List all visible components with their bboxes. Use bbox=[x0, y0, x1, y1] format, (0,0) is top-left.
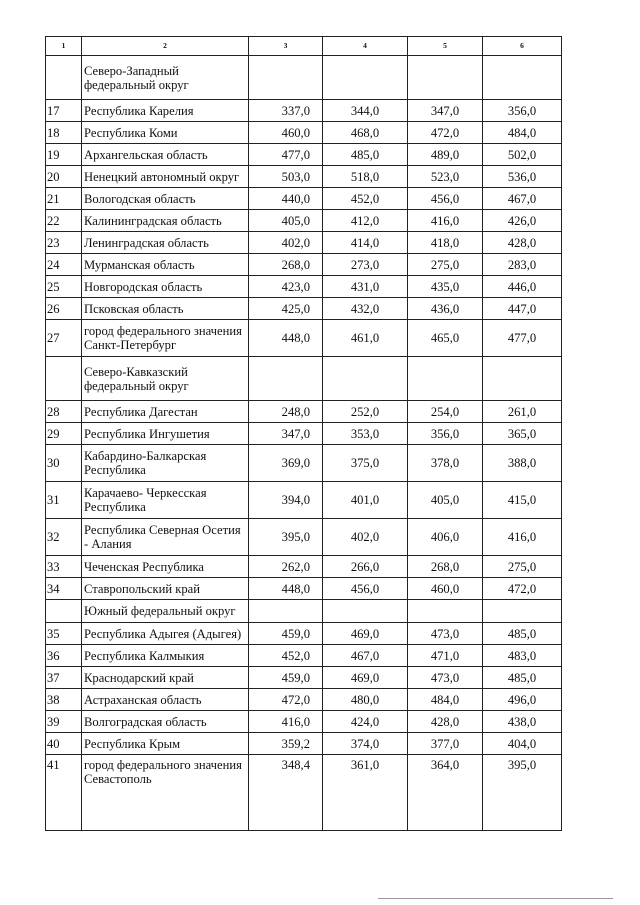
value-cell bbox=[323, 600, 408, 623]
row-number-cell: 22 bbox=[46, 210, 82, 232]
table-body bbox=[46, 37, 562, 831]
value-cell: 467,0 bbox=[483, 188, 562, 210]
table-row bbox=[46, 401, 562, 423]
value-cell: 438,0 bbox=[483, 711, 562, 733]
region-name-cell: Калининградская область bbox=[82, 210, 249, 232]
row-number-cell: 24 bbox=[46, 254, 82, 276]
value-cell: 460,0 bbox=[408, 578, 483, 600]
value-cell: 395,0 bbox=[483, 755, 562, 831]
value-cell bbox=[323, 56, 408, 100]
value-cell: 435,0 bbox=[408, 276, 483, 298]
value-cell: 416,0 bbox=[249, 711, 323, 733]
value-cell: 268,0 bbox=[249, 254, 323, 276]
value-cell: 485,0 bbox=[483, 623, 562, 645]
value-cell: 477,0 bbox=[483, 320, 562, 357]
row-number-cell: 19 bbox=[46, 144, 82, 166]
value-cell: 469,0 bbox=[323, 623, 408, 645]
value-cell: 428,0 bbox=[483, 232, 562, 254]
value-cell: 275,0 bbox=[408, 254, 483, 276]
row-number-cell: 30 bbox=[46, 445, 82, 482]
value-cell: 496,0 bbox=[483, 689, 562, 711]
row-number-cell: 34 bbox=[46, 578, 82, 600]
value-cell: 461,0 bbox=[323, 320, 408, 357]
value-cell: 261,0 bbox=[483, 401, 562, 423]
value-cell: 477,0 bbox=[249, 144, 323, 166]
region-name-cell: Астраханская область bbox=[82, 689, 249, 711]
value-cell: 456,0 bbox=[323, 578, 408, 600]
value-cell: 275,0 bbox=[483, 556, 562, 578]
row-number-cell: 28 bbox=[46, 401, 82, 423]
value-cell bbox=[408, 357, 483, 401]
value-cell: 418,0 bbox=[408, 232, 483, 254]
value-cell bbox=[483, 600, 562, 623]
value-cell bbox=[408, 56, 483, 100]
value-cell: 365,0 bbox=[483, 423, 562, 445]
value-cell: 405,0 bbox=[249, 210, 323, 232]
value-cell: 502,0 bbox=[483, 144, 562, 166]
value-cell: 460,0 bbox=[249, 122, 323, 144]
value-cell: 447,0 bbox=[483, 298, 562, 320]
region-name-cell: Ненецкий автономный округ bbox=[82, 166, 249, 188]
value-cell: 473,0 bbox=[408, 667, 483, 689]
value-cell: 452,0 bbox=[323, 188, 408, 210]
value-cell: 348,4 bbox=[249, 755, 323, 831]
value-cell: 395,0 bbox=[249, 519, 323, 556]
value-cell: 266,0 bbox=[323, 556, 408, 578]
value-cell bbox=[323, 357, 408, 401]
value-cell: 469,0 bbox=[323, 667, 408, 689]
value-cell: 446,0 bbox=[483, 276, 562, 298]
value-cell: 489,0 bbox=[408, 144, 483, 166]
value-cell: 375,0 bbox=[323, 445, 408, 482]
region-name-cell: Вологодская область bbox=[82, 188, 249, 210]
value-cell: 283,0 bbox=[483, 254, 562, 276]
section-title: Северо-Западный федеральный округ bbox=[82, 56, 249, 100]
value-cell: 344,0 bbox=[323, 100, 408, 122]
region-name-cell: Новгородская область bbox=[82, 276, 249, 298]
table-row bbox=[46, 320, 562, 357]
table-row bbox=[46, 623, 562, 645]
value-cell: 484,0 bbox=[408, 689, 483, 711]
value-cell: 364,0 bbox=[408, 755, 483, 831]
value-cell: 536,0 bbox=[483, 166, 562, 188]
region-name-cell: город федерального значения Севастополь bbox=[82, 755, 249, 831]
value-cell: 347,0 bbox=[408, 100, 483, 122]
header-cell: 1 bbox=[46, 37, 82, 56]
value-cell: 414,0 bbox=[323, 232, 408, 254]
value-cell: 359,2 bbox=[249, 733, 323, 755]
value-cell: 431,0 bbox=[323, 276, 408, 298]
value-cell: 248,0 bbox=[249, 401, 323, 423]
row-number-cell bbox=[46, 600, 82, 623]
row-number-cell bbox=[46, 56, 82, 100]
data-table bbox=[45, 36, 562, 831]
table-row bbox=[46, 144, 562, 166]
value-cell: 388,0 bbox=[483, 445, 562, 482]
header-cell: 5 bbox=[408, 37, 483, 56]
region-name-cell: Карачаево- Черкесская Республика bbox=[82, 482, 249, 519]
value-cell: 452,0 bbox=[249, 645, 323, 667]
value-cell bbox=[483, 357, 562, 401]
section-row bbox=[46, 357, 562, 401]
value-cell: 416,0 bbox=[483, 519, 562, 556]
row-number-cell: 37 bbox=[46, 667, 82, 689]
value-cell: 503,0 bbox=[249, 166, 323, 188]
region-name-cell: Республика Калмыкия bbox=[82, 645, 249, 667]
value-cell: 254,0 bbox=[408, 401, 483, 423]
value-cell: 523,0 bbox=[408, 166, 483, 188]
section-row bbox=[46, 600, 562, 623]
region-name-cell: Республика Коми bbox=[82, 122, 249, 144]
table-row bbox=[46, 166, 562, 188]
value-cell bbox=[483, 56, 562, 100]
row-number-cell: 21 bbox=[46, 188, 82, 210]
value-cell: 485,0 bbox=[323, 144, 408, 166]
table-row bbox=[46, 188, 562, 210]
region-name-cell: Ленинградская область bbox=[82, 232, 249, 254]
value-cell: 415,0 bbox=[483, 482, 562, 519]
value-cell: 405,0 bbox=[408, 482, 483, 519]
table-row bbox=[46, 232, 562, 254]
value-cell: 468,0 bbox=[323, 122, 408, 144]
section-row bbox=[46, 56, 562, 100]
table-row bbox=[46, 711, 562, 733]
value-cell: 374,0 bbox=[323, 733, 408, 755]
table-row bbox=[46, 645, 562, 667]
row-number-cell bbox=[46, 357, 82, 401]
page-edge-line bbox=[378, 898, 613, 899]
table-row bbox=[46, 254, 562, 276]
value-cell: 440,0 bbox=[249, 188, 323, 210]
row-number-cell: 29 bbox=[46, 423, 82, 445]
value-cell: 425,0 bbox=[249, 298, 323, 320]
header-cell: 4 bbox=[323, 37, 408, 56]
region-name-cell: Республика Северная Осетия - Алания bbox=[82, 519, 249, 556]
region-name-cell: Псковская область bbox=[82, 298, 249, 320]
value-cell: 404,0 bbox=[483, 733, 562, 755]
value-cell: 456,0 bbox=[408, 188, 483, 210]
value-cell: 252,0 bbox=[323, 401, 408, 423]
value-cell: 428,0 bbox=[408, 711, 483, 733]
value-cell: 471,0 bbox=[408, 645, 483, 667]
value-cell: 423,0 bbox=[249, 276, 323, 298]
header-cell: 6 bbox=[483, 37, 562, 56]
value-cell: 426,0 bbox=[483, 210, 562, 232]
value-cell: 401,0 bbox=[323, 482, 408, 519]
table-row bbox=[46, 733, 562, 755]
value-cell: 402,0 bbox=[323, 519, 408, 556]
region-name-cell: город федерального значения Санкт-Петербург bbox=[82, 320, 249, 357]
region-name-cell: Ставропольский край bbox=[82, 578, 249, 600]
region-name-cell: Республика Крым bbox=[82, 733, 249, 755]
value-cell: 459,0 bbox=[249, 667, 323, 689]
value-cell bbox=[249, 357, 323, 401]
value-cell: 483,0 bbox=[483, 645, 562, 667]
value-cell: 369,0 bbox=[249, 445, 323, 482]
table-row bbox=[46, 755, 562, 831]
value-cell: 402,0 bbox=[249, 232, 323, 254]
header-cell: 2 bbox=[82, 37, 249, 56]
row-number-cell: 26 bbox=[46, 298, 82, 320]
region-name-cell: Республика Карелия bbox=[82, 100, 249, 122]
value-cell: 377,0 bbox=[408, 733, 483, 755]
value-cell: 472,0 bbox=[408, 122, 483, 144]
row-number-cell: 32 bbox=[46, 519, 82, 556]
value-cell: 361,0 bbox=[323, 755, 408, 831]
value-cell: 273,0 bbox=[323, 254, 408, 276]
value-cell: 472,0 bbox=[483, 578, 562, 600]
row-number-cell: 35 bbox=[46, 623, 82, 645]
row-number-cell: 38 bbox=[46, 689, 82, 711]
table-row bbox=[46, 689, 562, 711]
table-row bbox=[46, 122, 562, 144]
value-cell: 432,0 bbox=[323, 298, 408, 320]
region-name-cell: Мурманская область bbox=[82, 254, 249, 276]
value-cell: 518,0 bbox=[323, 166, 408, 188]
table-row bbox=[46, 100, 562, 122]
value-cell: 448,0 bbox=[249, 578, 323, 600]
value-cell: 406,0 bbox=[408, 519, 483, 556]
region-name-cell: Кабардино-Балкарская Республика bbox=[82, 445, 249, 482]
value-cell: 480,0 bbox=[323, 689, 408, 711]
region-name-cell: Волгоградская область bbox=[82, 711, 249, 733]
row-number-cell: 40 bbox=[46, 733, 82, 755]
value-cell: 394,0 bbox=[249, 482, 323, 519]
value-cell: 347,0 bbox=[249, 423, 323, 445]
section-title: Северо-Кавказский федеральный округ bbox=[82, 357, 249, 401]
value-cell: 337,0 bbox=[249, 100, 323, 122]
region-name-cell: Республика Дагестан bbox=[82, 401, 249, 423]
value-cell: 262,0 bbox=[249, 556, 323, 578]
row-number-cell: 18 bbox=[46, 122, 82, 144]
row-number-cell: 25 bbox=[46, 276, 82, 298]
value-cell: 378,0 bbox=[408, 445, 483, 482]
value-cell bbox=[249, 600, 323, 623]
value-cell: 484,0 bbox=[483, 122, 562, 144]
region-name-cell: Республика Адыгея (Адыгея) bbox=[82, 623, 249, 645]
value-cell: 465,0 bbox=[408, 320, 483, 357]
row-number-cell: 27 bbox=[46, 320, 82, 357]
table-row bbox=[46, 482, 562, 519]
value-cell: 412,0 bbox=[323, 210, 408, 232]
value-cell: 353,0 bbox=[323, 423, 408, 445]
table-row bbox=[46, 667, 562, 689]
table-row bbox=[46, 298, 562, 320]
value-cell: 467,0 bbox=[323, 645, 408, 667]
region-name-cell: Республика Ингушетия bbox=[82, 423, 249, 445]
table-row bbox=[46, 423, 562, 445]
value-cell: 416,0 bbox=[408, 210, 483, 232]
region-name-cell: Чеченская Республика bbox=[82, 556, 249, 578]
value-cell: 485,0 bbox=[483, 667, 562, 689]
table-row bbox=[46, 276, 562, 298]
row-number-cell: 39 bbox=[46, 711, 82, 733]
value-cell: 436,0 bbox=[408, 298, 483, 320]
value-cell: 473,0 bbox=[408, 623, 483, 645]
row-number-cell: 41 bbox=[46, 755, 82, 831]
value-cell: 268,0 bbox=[408, 556, 483, 578]
table-row bbox=[46, 578, 562, 600]
header-row bbox=[46, 37, 562, 56]
value-cell: 356,0 bbox=[483, 100, 562, 122]
value-cell: 424,0 bbox=[323, 711, 408, 733]
row-number-cell: 20 bbox=[46, 166, 82, 188]
table-row bbox=[46, 445, 562, 482]
table-row bbox=[46, 519, 562, 556]
row-number-cell: 23 bbox=[46, 232, 82, 254]
section-title: Южный федеральный округ bbox=[82, 600, 249, 623]
header-cell: 3 bbox=[249, 37, 323, 56]
value-cell: 448,0 bbox=[249, 320, 323, 357]
value-cell: 459,0 bbox=[249, 623, 323, 645]
row-number-cell: 17 bbox=[46, 100, 82, 122]
value-cell: 356,0 bbox=[408, 423, 483, 445]
row-number-cell: 33 bbox=[46, 556, 82, 578]
value-cell: 472,0 bbox=[249, 689, 323, 711]
value-cell bbox=[249, 56, 323, 100]
row-number-cell: 36 bbox=[46, 645, 82, 667]
row-number-cell: 31 bbox=[46, 482, 82, 519]
table-row bbox=[46, 556, 562, 578]
region-name-cell: Краснодарский край bbox=[82, 667, 249, 689]
value-cell bbox=[408, 600, 483, 623]
region-name-cell: Архангельская область bbox=[82, 144, 249, 166]
table-row bbox=[46, 210, 562, 232]
